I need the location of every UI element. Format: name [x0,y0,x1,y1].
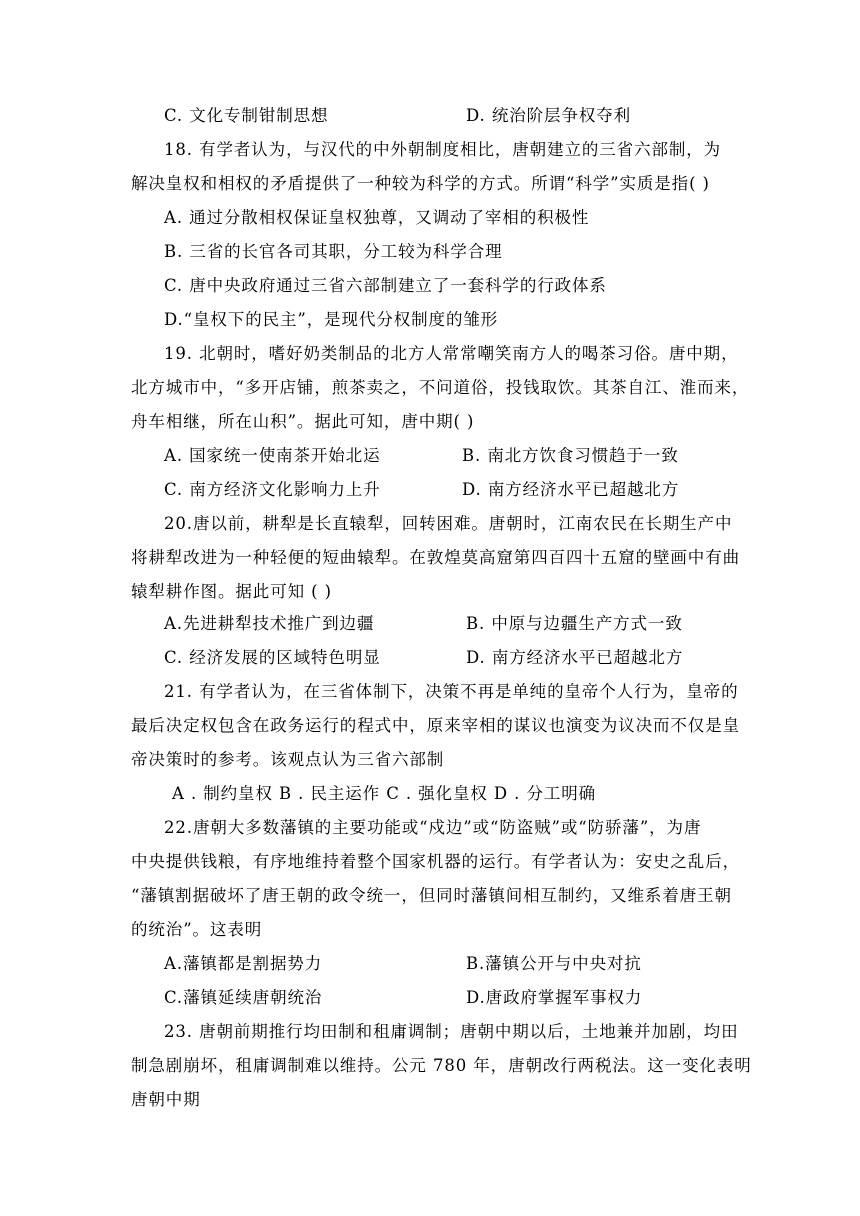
q21-stem-line-3: 帝决策时的参考。该观点认为三省六部制 [131,750,445,769]
q19-option-a: A. 国家统一使南茶开始北运 [164,446,381,465]
q22-option-d: D.唐政府掌握军事权力 [466,988,643,1007]
q20-stem-line-3: 辕犁耕作图。据此可知 ( ) [131,582,332,601]
q22-option-a: A.藩镇都是割据势力 [164,954,323,973]
q22-stem-line-2: 中央提供钱粮，有序地维持着整个国家机器的运行。有学者认为：安史之乱后， [131,852,740,871]
q18-option-b: B. 三省的长官各司其职，分工较为科学合理 [164,242,503,261]
q20-option-row-2 [164,648,684,668]
q19-option-c: C. 南方经济文化影响力上升 [164,480,381,499]
q22-option-row-2 [164,988,643,1008]
q23-stem-line-3: 唐朝中期 [131,1090,201,1109]
q17-option-row [164,106,632,126]
q19-stem-line-1: 19. 北朝时，嗜好奶类制品的北方人常常嘲笑南方人的喝茶习俗。唐中期， [164,344,739,363]
q23-stem-line-2: 制急剧崩坏，租庸调制难以维持。公元 780 年，唐朝改行两税法。这一变化表明 [131,1056,752,1075]
q20-option-a: A.先进耕犁技术推广到边疆 [164,614,375,633]
q22-stem-line-4: 的统治”。这表明 [131,920,263,939]
q21-stem-line-1: 21. 有学者认为，在三省体制下，决策不再是单纯的皇帝个人行为，皇帝的 [164,682,739,701]
q19-option-d: D. 南方经济水平已超越北方 [462,480,680,499]
q21-options: A . 制约皇权 B . 民主运作 C . 强化皇权 D . 分工明确 [172,784,597,803]
q22-stem-line-1: 22.唐朝大多数藩镇的主要功能或“戍边”或“防盗贼”或“防骄藩”，为唐 [164,818,702,837]
q22-option-row-1 [164,954,642,974]
q22-option-c: C.藩镇延续唐朝统治 [164,988,323,1007]
q20-option-d: D. 南方经济水平已超越北方 [466,648,684,667]
q22-stem-line-3: “藩镇割据破坏了唐王朝的政令统一，但同时藩镇间相互制约，又维系着唐王朝 [131,886,732,905]
q19-option-b: B. 南北方饮食习惯趋于一致 [462,446,679,465]
q19-stem-line-3: 舟车相继，所在山积”。据此可知，唐中期( ) [131,412,475,431]
q21-stem-line-2: 最后决定权包含在政务运行的程式中，原来宰相的谋议也演变为议决而不仅是皇 [131,716,740,735]
q20-stem-line-1: 20.唐以前，耕犁是长直辕犁，回转困难。唐朝时，江南农民在长期生产中 [164,514,733,533]
q18-option-d: D.“皇权下的民主”，是现代分权制度的雏形 [164,310,499,329]
q22-option-b: B.藩镇公开与中央对抗 [466,954,642,973]
q20-option-row-1 [164,614,683,634]
q17-option-c: C. 文化专制钳制思想 [164,106,329,125]
q19-option-row-1 [164,446,679,466]
q18-option-a: A. 通过分散相权保证皇权独尊，又调动了宰相的积极性 [164,208,590,227]
q20-option-b: B. 中原与边疆生产方式一致 [466,614,683,633]
q19-stem-line-2: 北方城市中，“多开店铺，煎茶卖之，不问道俗，投钱取饮。其茶自江、淮而来， [131,378,750,397]
q18-stem-line-2: 解决皇权和相权的矛盾提供了一种较为科学的方式。所谓“科学”实质是指( ) [131,174,710,193]
q20-option-c: C. 经济发展的区域特色明显 [164,648,381,667]
q18-stem-line-1: 18. 有学者认为，与汉代的中外朝制度相比，唐朝建立的三省六部制，为 [164,140,722,159]
q19-option-row-2 [164,480,680,500]
q20-stem-line-2: 将耕犁改进为一种轻便的短曲辕犁。在敦煌莫高窟第四百四十五窟的壁画中有曲 [131,548,740,567]
q23-stem-line-1: 23. 唐朝前期推行均田制和租庸调制；唐朝中期以后，土地兼并加剧，均田 [164,1022,739,1041]
q17-option-d: D. 统治阶层争权夺利 [466,106,632,125]
q18-option-c: C. 唐中央政府通过三省六部制建立了一套科学的行政体系 [164,276,607,295]
